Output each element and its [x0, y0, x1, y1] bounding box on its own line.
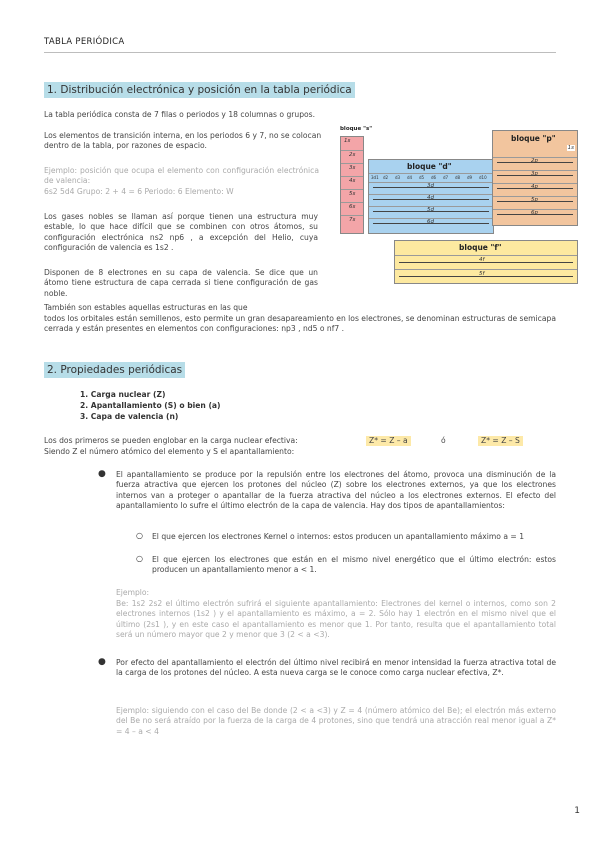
s-row-3: 3s	[349, 165, 356, 171]
bullet-2-text: Por efecto del apantallamiento el electrón del último nivel recibirá en menor intensidad la fuerza atractiva total de la carga de los protones del núcleo. A esta nueva carga se le conoce como carga nuclear efectiva, Z*.	[116, 658, 556, 678]
d-row-2: 4d	[427, 195, 434, 201]
s1-paragraph-2: Los elementos de transición interna, en los periodos 6 y 7, no se colocan dentro de la tabla, por razones de espacio.	[44, 131, 322, 151]
header-divider	[44, 52, 556, 53]
d-col-8: d8	[455, 175, 461, 180]
d-col-1: 3d1	[371, 175, 379, 180]
block-d-label: bloque "d"	[407, 162, 452, 171]
example-2-title: Ejemplo:	[116, 588, 150, 597]
s1-example-line1: Ejemplo: posición que ocupa el elemento con configuración electrónica de valencia:	[44, 166, 319, 186]
s-row-7: 7s	[349, 217, 356, 223]
example-3-text: Ejemplo: siguiendo con el caso del Be donde (2 < a <3) y Z = 4 (número atómico del Be); el electrón más externo del Be no será atraído por la fuerza de la carga de 4 protones, sino que tendrá una atracción real menor igual a Z* = 4 – a < 4	[116, 706, 556, 736]
page-number: 1	[574, 806, 580, 816]
d-col-10: d10	[479, 175, 487, 180]
bullet-icon: ●	[98, 469, 106, 479]
bullet-1-text: El apantallamiento se produce por la repulsión entre los electrones del átomo, provoca una disminución de la fuerza atractiva que ejercen los protones del núcleo (Z) sobre los electrones externos, ya que los electrones internos van a proteger o apantallar de la fuerza atractiva del núcleo a los electrones externos. El efecto del apantallamiento lo sufre el último electrón de la capa de valencia. Hay dos tipos de apantallamientos:	[116, 470, 556, 511]
formula-2: Z* = Z – S	[478, 436, 523, 446]
s1-paragraph-4: Disponen de 8 electrones en su capa de valencia. Se dice que un átomo tiene estructura de capa cerrada si tiene configuración de gas noble.	[44, 268, 318, 298]
f-row-1: 4f	[479, 257, 485, 263]
p-row-2: 3p	[531, 171, 538, 177]
block-p-label: bloque "p"	[511, 134, 556, 143]
p-row-5: 6p	[531, 210, 538, 216]
sub-bullet-icon: ○	[136, 531, 143, 540]
s-row-2: 2s	[349, 152, 356, 158]
d-col-7: d7	[443, 175, 449, 180]
d-col-4: d4	[407, 175, 413, 180]
p-row-4: 5p	[531, 197, 538, 203]
d-row-3: 5d	[427, 207, 434, 213]
d-row-4: 6d	[427, 219, 434, 225]
d-col-6: d6	[431, 175, 437, 180]
example-2-text: Be: 1s2 2s2 el último electrón sufrirá el siguiente apantallamiento: Electrones del kernel o internos, como son 2 electrones internos (1s2 ) y el apantallamiento es máximo, a = 2. Sólo hay 1 electrón en el mismo nivel que el último (2s1 ), y en este caso el apantallamiento es menor que 1. Por tanto, resulta que el apantallamiento total será un número mayor que 2 y menor que 3 (2 < a <3).	[116, 599, 556, 640]
s1-paragraph-5a: También son estables aquellas estructuras en las que	[44, 303, 248, 312]
sub-bullet-1-text: El que ejercen los electrones Kernel o internos: estos producen un apantallamiento máximo a = 1	[152, 532, 525, 541]
s-row-5: 5s	[349, 191, 356, 197]
s-row-4: 4s	[349, 178, 356, 184]
block-p	[492, 130, 578, 226]
p-top-1s: 1s	[567, 145, 574, 151]
d-col-3: d3	[395, 175, 401, 180]
f-row-2: 5f	[479, 271, 485, 277]
formula-intro: Los dos primeros se pueden englobar en la carga nuclear efectiva:	[44, 436, 298, 445]
block-s-label: bloque "s"	[340, 126, 373, 132]
property-item-2: 2. Apantallamiento (S) o bien (a)	[80, 401, 221, 410]
block-d	[368, 159, 494, 234]
d-col-5: d5	[419, 175, 425, 180]
property-item-3: 3. Capa de valencia (n)	[80, 412, 179, 421]
p-row-3: 4p	[531, 184, 538, 190]
d-row-1: 3d	[427, 183, 434, 189]
d-col-9: d9	[467, 175, 473, 180]
bullet-icon: ●	[98, 657, 106, 667]
p-row-1: 2p	[531, 158, 538, 164]
d-col-2: d2	[383, 175, 389, 180]
s1-paragraph-1: La tabla periódica consta de 7 filas o periodos y 18 columnas o grupos.	[44, 110, 316, 119]
sub-bullet-icon: ○	[136, 554, 143, 563]
periodic-blocks-figure	[338, 126, 578, 286]
page-header: TABLA PERIÓDICA	[44, 37, 125, 47]
formula-note: Siendo Z el número atómico del elemento y S el apantallamiento:	[44, 447, 295, 456]
s-row-6: 6s	[349, 204, 356, 210]
s-row-1: 1s	[344, 138, 351, 144]
section2-heading: 2. Propiedades periódicas	[44, 362, 185, 378]
s1-example-line2: 6s2 5d4 Grupo: 2 + 4 = 6 Periodo: 6 Elemento: W	[44, 187, 234, 196]
formula-or: ó	[441, 436, 446, 445]
s1-paragraph-3: Los gases nobles se llaman así porque tienen una estructura muy estable, lo que hace difícil que se combinen con otros átomos, su configuración electrónica ns2 np6 , a excepción del Helio, cuya configuración de valencia es 1s2 .	[44, 212, 318, 253]
block-f-label: bloque "f"	[459, 243, 502, 252]
block-f	[394, 240, 578, 284]
block-s	[340, 136, 364, 234]
sub-bullet-2-text: El que ejercen los electrones que están en el mismo nivel energético que el último electrón: estos producen un apantallamiento menor a < 1.	[152, 555, 556, 575]
formula-1: Z* = Z – a	[366, 436, 411, 446]
section1-heading: 1. Distribución electrónica y posición en la tabla periódica	[44, 82, 355, 98]
s1-paragraph-5b: todos los orbitales están semillenos, esto permite un gran desapareamiento en los electrones, se denominan estructuras de semicapa cerrada y están presentes en elementos con configuraciones: np3 , nd5 o nf7 .	[44, 314, 556, 334]
property-item-1: 1. Carga nuclear (Z)	[80, 390, 166, 399]
